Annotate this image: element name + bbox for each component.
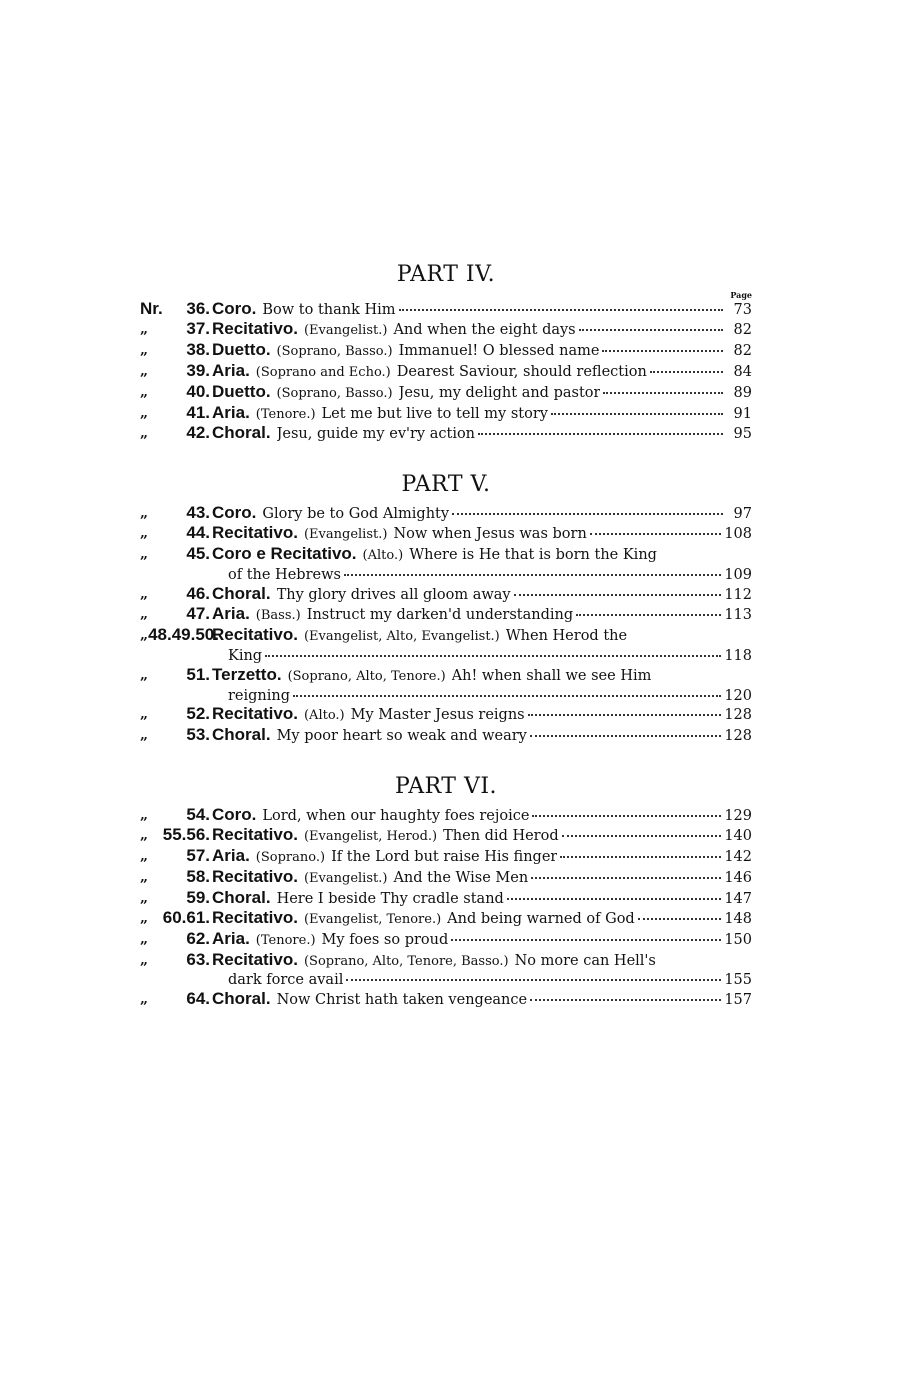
entry-kind: Aria.: [212, 402, 250, 422]
part-heading: PART V.: [401, 472, 491, 498]
dot-leader: [530, 735, 721, 737]
toc-entry: [140, 545, 752, 585]
entry-page: 147: [724, 890, 752, 907]
entry-kind: Recitativo.: [212, 624, 298, 644]
entry-number: [140, 624, 219, 645]
entry-voices: (Evangelist.): [303, 870, 388, 886]
entry-title-continued: King: [228, 647, 263, 664]
entry-number-value: 43.: [186, 503, 210, 523]
entry-title: And being warned of God: [447, 910, 635, 927]
entry-number-value: 62.: [186, 928, 210, 948]
entry-kind: Choral.: [212, 583, 271, 603]
toc-entry-line: [140, 990, 752, 1010]
entry-voices: (Alto.): [362, 548, 404, 564]
entry-title: Here I beside Thy cradle stand: [276, 890, 504, 907]
entry-prefix: „: [140, 505, 149, 522]
entry-voices: (Soprano, Alto, Tenore, Basso.): [303, 953, 509, 969]
part-heading: PART IV.: [396, 262, 496, 287]
entry-page: 148: [724, 910, 752, 927]
entry-title: Ah! when shall we see Him: [451, 667, 652, 684]
dot-leader: [346, 979, 721, 981]
entry-title: Where is He that is born the King: [409, 547, 657, 564]
entry-page: 157: [724, 992, 752, 1009]
entry-title: And the Wise Men: [393, 869, 529, 886]
toc-entry: [140, 951, 752, 991]
toc-entry-line: [140, 806, 752, 826]
entry-voices: (Evangelist, Alto, Evangelist.): [303, 628, 500, 644]
entry-voices: (Soprano, Basso.): [276, 343, 393, 359]
toc-entry: [140, 626, 752, 666]
entry-number: [140, 806, 212, 825]
entry-number-value: 54.: [186, 805, 210, 825]
toc-entry-line: [140, 341, 752, 362]
entry-number: [140, 826, 212, 845]
entry-page: 82: [733, 321, 752, 338]
entry-number-value: 46.: [186, 583, 210, 603]
entry-kind: Coro.: [212, 805, 257, 825]
entry-number: [140, 524, 212, 543]
entry-prefix: „: [140, 320, 149, 337]
entry-prefix: „: [140, 341, 149, 358]
entry-page: 155: [724, 972, 752, 989]
toc-entry: [140, 666, 752, 706]
toc-entry: [140, 705, 752, 726]
entry-page: 113: [724, 606, 752, 623]
entry-page: 146: [724, 869, 752, 886]
entry-voices: (Soprano, Basso.): [276, 385, 393, 401]
toc-entry: [140, 404, 752, 425]
entry-prefix: „: [140, 585, 149, 602]
toc-entry-line: [140, 504, 752, 524]
part-heading: PART VI.: [394, 774, 498, 800]
page-column-label: Page: [730, 290, 752, 300]
toc-entry: [140, 383, 752, 404]
entry-number-value: 51.: [186, 664, 210, 684]
toc-entry: [140, 424, 752, 444]
entry-title: My poor heart so weak and weary: [276, 728, 527, 745]
entry-title: Let me but live to tell my story: [321, 405, 548, 422]
entry-title: Bow to thank Him: [262, 302, 396, 318]
entry-number: [140, 666, 212, 685]
dot-leader: [293, 695, 721, 697]
entry-number-value: 41.: [186, 402, 210, 422]
entry-number-value: 52.: [186, 704, 210, 724]
toc-entry: [140, 909, 752, 930]
toc-entry-line: [140, 362, 752, 383]
toc-entry-continuation: [140, 687, 752, 706]
entry-number-value: 64.: [186, 989, 210, 1009]
entry-number: [140, 585, 212, 604]
toc-entry: [140, 930, 752, 951]
dot-leader: [478, 433, 723, 435]
dot-leader: [562, 835, 722, 837]
toc-entry-line: [140, 909, 752, 930]
toc-entry-line: [140, 545, 752, 566]
entry-title-continued: of the Hebrews: [228, 567, 341, 584]
dot-leader: [602, 350, 723, 352]
dot-leader: [579, 329, 723, 331]
dot-leader: [507, 898, 722, 900]
toc-entry: [140, 847, 752, 868]
entry-page: 109: [724, 567, 752, 584]
toc-section: [140, 774, 752, 1010]
entry-number-value: 53.: [186, 725, 210, 745]
entry-prefix: „: [140, 525, 149, 542]
toc-entry-line: [140, 868, 752, 889]
entry-prefix: „: [140, 807, 149, 824]
entry-page: 73: [733, 302, 752, 318]
toc-entry: [140, 504, 752, 524]
entry-title: Lord, when our haughty foes rejoice: [262, 808, 530, 825]
entry-voices: (Soprano, Alto, Tenore.): [287, 668, 446, 684]
entry-kind: Aria.: [212, 846, 250, 866]
entry-title: No more can Hell's: [514, 952, 656, 969]
toc-entry: [140, 362, 752, 383]
entry-number-value: 57.: [186, 846, 210, 866]
entry-page: 95: [733, 426, 752, 443]
dot-leader: [528, 714, 722, 716]
entry-title-continued: dark force avail: [228, 972, 344, 989]
entry-kind: Recitativo.: [212, 318, 298, 338]
dot-leader: [560, 856, 721, 858]
entry-number: [140, 990, 212, 1009]
entry-kind: Aria.: [212, 360, 250, 380]
entry-prefix: „: [140, 383, 149, 400]
toc-entry-line: [140, 300, 752, 320]
toc-section: [140, 472, 752, 746]
entry-voices: (Alto.): [303, 708, 345, 724]
entry-title-continued: reigning: [228, 687, 291, 704]
entry-page: 140: [724, 828, 752, 845]
dot-leader: [576, 614, 721, 616]
entry-kind: Terzetto.: [212, 664, 282, 684]
toc-entry-line: [140, 383, 752, 404]
entry-voices: (Soprano and Echo.): [255, 364, 391, 380]
entry-voices: (Tenore.): [255, 932, 316, 948]
toc-entry: [140, 341, 752, 362]
toc-entry: [140, 320, 752, 341]
entry-number: [140, 320, 212, 339]
entry-prefix: „: [140, 909, 149, 926]
toc-entry: [140, 826, 752, 847]
entry-page: 128: [724, 707, 752, 724]
entry-prefix: „: [140, 362, 149, 379]
entry-page: 120: [724, 687, 752, 704]
entry-number-value: 48.49.50.: [148, 624, 219, 644]
entry-number-value: 40.: [186, 381, 210, 401]
entry-kind: Aria.: [212, 928, 250, 948]
toc-entry-line: [140, 320, 752, 341]
entry-kind: Recitativo.: [212, 523, 298, 543]
entry-title: Immanuel! O blessed name: [398, 342, 600, 359]
entry-number-value: 55.56.: [162, 825, 210, 845]
entry-page: 108: [724, 526, 752, 543]
toc-entry: [140, 524, 752, 545]
entry-number-value: 37.: [186, 318, 210, 338]
dot-leader: [532, 815, 721, 817]
toc-section: [140, 262, 752, 444]
toc-entry-line: [140, 726, 752, 746]
entry-title: Jesu, guide my ev'ry action: [276, 426, 476, 443]
dot-leader: [590, 533, 722, 535]
entry-voices: (Evangelist, Herod.): [303, 829, 438, 845]
toc-entry-line: [140, 930, 752, 951]
toc-entry: [140, 605, 752, 626]
entry-page: 142: [724, 849, 752, 866]
dot-leader: [530, 999, 721, 1001]
entry-kind: Choral.: [212, 725, 271, 745]
entry-prefix: „: [140, 727, 149, 744]
entry-number: [140, 605, 212, 624]
entry-number: [140, 705, 212, 724]
entry-prefix: „: [140, 666, 149, 683]
entry-kind: Recitativo.: [212, 825, 298, 845]
entry-number-value: 45.: [186, 544, 210, 564]
entry-prefix: „: [140, 404, 149, 421]
entry-prefix: „: [140, 930, 149, 947]
entry-page: 150: [724, 931, 752, 948]
entry-page: 112: [724, 586, 752, 603]
entry-number-value: 47.: [186, 603, 210, 623]
dot-leader: [399, 309, 723, 311]
toc-entry-line: [140, 626, 752, 647]
dot-leader: [551, 413, 723, 415]
entry-number: [140, 909, 212, 928]
toc-entry: [140, 585, 752, 605]
entry-title: If the Lord but raise His finger: [331, 849, 558, 866]
entry-prefix: „: [140, 706, 149, 723]
entry-title: My Master Jesus reigns: [350, 707, 525, 724]
entry-voices: (Evangelist.): [303, 322, 388, 338]
entry-kind: Choral.: [212, 887, 271, 907]
entry-prefix: „: [140, 889, 149, 906]
entry-voices: (Evangelist, Tenore.): [303, 911, 442, 927]
entry-title: Now Christ hath taken vengeance: [276, 992, 528, 1009]
entry-number-value: 44.: [186, 523, 210, 543]
entry-title: Now when Jesus was born: [393, 526, 587, 543]
toc-entry: [140, 889, 752, 909]
dot-leader: [265, 655, 721, 657]
entry-kind: Duetto.: [212, 381, 271, 401]
entry-title: My foes so proud: [321, 931, 449, 948]
entry-kind: Recitativo.: [212, 704, 298, 724]
entry-voices: (Tenore.): [255, 406, 316, 422]
toc-entry: [140, 726, 752, 746]
entry-prefix: „: [140, 868, 149, 885]
toc-entry-line: [140, 605, 752, 626]
entry-kind: Coro.: [212, 503, 257, 523]
toc-entry: [140, 806, 752, 826]
dot-leader: [603, 392, 723, 394]
entry-page: 128: [724, 728, 752, 745]
entry-number: [140, 930, 212, 949]
entry-prefix: Nr.: [140, 299, 163, 318]
entry-prefix: „: [140, 951, 149, 968]
entry-number-value: 42.: [186, 423, 210, 443]
entry-number: [140, 726, 212, 745]
toc-entry-line: [140, 666, 752, 687]
entry-prefix: „: [140, 991, 149, 1008]
entry-voices: (Bass.): [255, 607, 301, 623]
entry-title: Instruct my darken'd understanding: [306, 606, 574, 623]
toc-entry-continuation: [140, 647, 752, 666]
entry-number: [140, 362, 212, 381]
entry-prefix: „: [140, 546, 149, 563]
toc-entry-line: [140, 847, 752, 868]
entry-number: [140, 341, 212, 360]
entry-kind: Coro e Recitativo.: [212, 544, 357, 564]
toc-entry-line: [140, 424, 752, 444]
entry-voices: (Evangelist.): [303, 527, 388, 543]
entry-title: And when the eight days: [393, 321, 576, 338]
toc-entry-continuation: [140, 971, 752, 990]
dot-leader: [451, 939, 721, 941]
entry-number: [140, 545, 212, 564]
entry-kind: Duetto.: [212, 339, 271, 359]
toc-entry-line: [140, 889, 752, 909]
entry-page: 89: [733, 384, 752, 401]
toc-entry: [140, 990, 752, 1010]
entry-kind: Coro.: [212, 299, 257, 318]
entry-number-value: 36.: [186, 299, 210, 318]
entry-kind: Recitativo.: [212, 866, 298, 886]
entry-title: Jesu, my delight and pastor: [398, 384, 601, 401]
entry-kind: Recitativo.: [212, 949, 298, 969]
entry-number-value: 63.: [186, 949, 210, 969]
entry-prefix: „: [140, 848, 149, 865]
entry-number-value: 58.: [186, 866, 210, 886]
entry-kind: Choral.: [212, 423, 271, 443]
entry-number: [140, 889, 212, 908]
entry-title: Dearest Saviour, should reflection: [396, 363, 647, 380]
entry-number: [140, 383, 212, 402]
toc-entry-line: [140, 951, 752, 972]
dot-leader: [531, 877, 721, 879]
entry-prefix: „: [140, 626, 149, 643]
entry-page: 129: [724, 808, 752, 825]
toc-entry-line: [140, 404, 752, 425]
entry-number: [140, 504, 212, 523]
entry-number: [140, 404, 212, 423]
entry-title: Then did Herod: [443, 828, 559, 845]
toc-entry-line: [140, 705, 752, 726]
entry-title: Thy glory drives all gloom away: [276, 586, 511, 603]
entry-kind: Choral.: [212, 989, 271, 1009]
entry-number: [140, 868, 212, 887]
dot-leader: [344, 574, 721, 576]
entry-title: Glory be to God Almighty: [262, 506, 450, 523]
toc-entry: [140, 300, 752, 320]
dot-leader: [650, 371, 723, 373]
entry-number: [140, 300, 212, 319]
entry-number: [140, 847, 212, 866]
entry-number: [140, 424, 212, 443]
toc-entry-line: [140, 826, 752, 847]
entry-number-value: 59.: [186, 887, 210, 907]
toc-entry-line: [140, 524, 752, 545]
dot-leader: [452, 513, 723, 515]
entry-number-value: 38.: [186, 339, 210, 359]
entry-number-value: 39.: [186, 360, 210, 380]
entry-number-value: 60.61.: [162, 907, 210, 927]
entry-prefix: „: [140, 425, 149, 442]
dot-leader: [514, 594, 722, 596]
entry-page: 118: [724, 647, 752, 664]
entry-prefix: „: [140, 827, 149, 844]
entry-page: 82: [733, 342, 752, 359]
toc-entry: [140, 868, 752, 889]
entry-kind: Aria.: [212, 603, 250, 623]
table-of-contents: [140, 262, 752, 1038]
entry-page: 91: [733, 405, 752, 422]
toc-entry-line: [140, 585, 752, 605]
entry-prefix: „: [140, 605, 149, 622]
dot-leader: [638, 918, 722, 920]
entry-voices: (Soprano.): [255, 850, 326, 866]
toc-entry-continuation: [140, 566, 752, 585]
entry-title: When Herod the: [505, 627, 628, 644]
entry-kind: Recitativo.: [212, 907, 298, 927]
entry-page: 97: [733, 506, 752, 523]
entry-page: 84: [733, 363, 752, 380]
entry-number: [140, 951, 212, 970]
